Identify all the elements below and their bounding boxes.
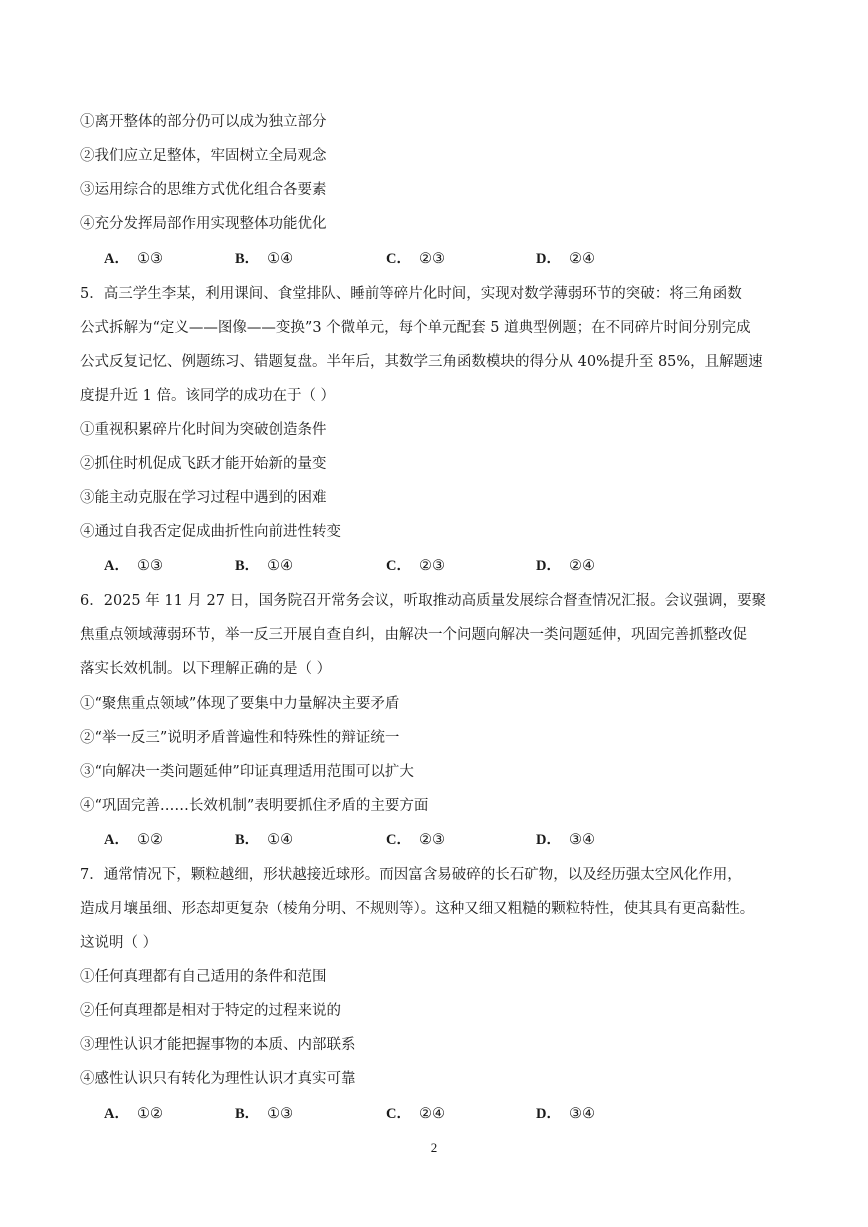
q5-stem-line-1: 5．高三学生李某，利用课间、食堂排队、睡前等碎片化时间，实现对数学薄弱环节的突破：将三角函数 xyxy=(80,286,742,302)
q7-item-4: ④感性认识只有转化为理性认识才真实可靠 xyxy=(80,1071,356,1087)
q5-stem-line-3: 公式反复记忆、例题练习、错题复盘。半年后，其数学三角函数模块的得分从 40%提升至 85%，且解题速 xyxy=(80,354,763,370)
q5-option-a[interactable]: A． ①③ xyxy=(104,558,163,574)
q7-stem-line-2: 造成月壤虽细、形态却更复杂（棱角分明、不规则等）。这种又细又粗糙的颗粒特性，使其具有更高黏性。 xyxy=(80,901,755,917)
q5-options xyxy=(104,556,704,576)
q4-option-c[interactable]: C． ②③ xyxy=(386,251,445,267)
q5-stem-line-2: 公式拆解为“定义——图像——变换”3 个微单元，每个单元配套 5 道典型例题；在不同碎片时间分别完成 xyxy=(80,320,751,336)
q4-options xyxy=(104,249,704,269)
q6-item-3: ③“向解决一类问题延伸”印证真理适用范围可以扩大 xyxy=(80,764,414,780)
q7-option-a[interactable]: A． ①② xyxy=(104,1106,163,1122)
q6-option-d[interactable]: D． ③④ xyxy=(536,832,595,848)
q7-stem-line-3: 这说明（ ） xyxy=(80,935,158,951)
q4-option-a[interactable]: A． ①③ xyxy=(104,251,163,267)
page-number: 2 xyxy=(430,1140,438,1155)
q5-option-b[interactable]: B． ①④ xyxy=(235,558,294,574)
q5-item-2: ②抓住时机促成飞跃才能开始新的量变 xyxy=(80,456,327,472)
q6-item-4: ④“巩固完善……长效机制”表明要抓住矛盾的主要方面 xyxy=(80,798,429,814)
q5-item-4: ④通过自我否定促成曲折性向前进性转变 xyxy=(80,524,341,540)
q4-item-4: ④充分发挥局部作用实现整体功能优化 xyxy=(80,216,327,232)
q7-option-d[interactable]: D． ③④ xyxy=(536,1106,595,1122)
q6-stem-line-2: 焦重点领域薄弱环节，举一反三开展自查自纠，由解决一个问题向解决一类问题延伸，巩固完善抓整改促 xyxy=(80,627,747,643)
q4-item-3: ③运用综合的思维方式优化组合各要素 xyxy=(80,182,327,198)
q7-item-1: ①任何真理都有自己适用的条件和范围 xyxy=(80,969,327,985)
q7-options xyxy=(104,1104,704,1124)
q4-item-2: ②我们应立足整体，牢固树立全局观念 xyxy=(80,148,327,164)
q4-option-b[interactable]: B． ①④ xyxy=(235,251,294,267)
q7-item-3: ③理性认识才能把握事物的本质、内部联系 xyxy=(80,1037,356,1053)
q6-option-c[interactable]: C． ②③ xyxy=(386,832,445,848)
q7-stem-line-1: 7．通常情况下，颗粒越细，形状越接近球形。而因富含易破碎的长石矿物，以及经历强太空风化作用， xyxy=(80,867,742,883)
q5-option-d[interactable]: D． ②④ xyxy=(536,558,595,574)
q6-item-2: ②“举一反三”说明矛盾普遍性和特殊性的辩证统一 xyxy=(80,730,400,746)
q5-item-1: ①重视积累碎片化时间为突破创造条件 xyxy=(80,422,327,438)
q6-stem-line-1: 6．2025 年 11 月 27 日，国务院召开常务会议，听取推动高质量发展综合督查情况汇报。会议强调，要聚 xyxy=(80,593,767,609)
q6-stem-line-3: 落实长效机制。以下理解正确的是（ ） xyxy=(80,661,332,677)
q5-item-3: ③能主动克服在学习过程中遇到的困难 xyxy=(80,490,327,506)
q6-options xyxy=(104,830,704,850)
q5-stem-line-4: 度提升近 1 倍。该同学的成功在于（ ） xyxy=(80,388,336,404)
q5-option-c[interactable]: C． ②③ xyxy=(386,558,445,574)
q4-item-1: ①离开整体的部分仍可以成为独立部分 xyxy=(80,114,327,130)
q6-item-1: ①“聚焦重点领域”体现了要集中力量解决主要矛盾 xyxy=(80,696,400,712)
q4-option-d[interactable]: D． ②④ xyxy=(536,251,595,267)
q7-item-2: ②任何真理都是相对于特定的过程来说的 xyxy=(80,1003,341,1019)
q6-option-b[interactable]: B． ①④ xyxy=(235,832,294,848)
q7-option-b[interactable]: B． ①③ xyxy=(235,1106,294,1122)
q7-option-c[interactable]: C． ②④ xyxy=(386,1106,445,1122)
q6-option-a[interactable]: A． ①② xyxy=(104,832,163,848)
